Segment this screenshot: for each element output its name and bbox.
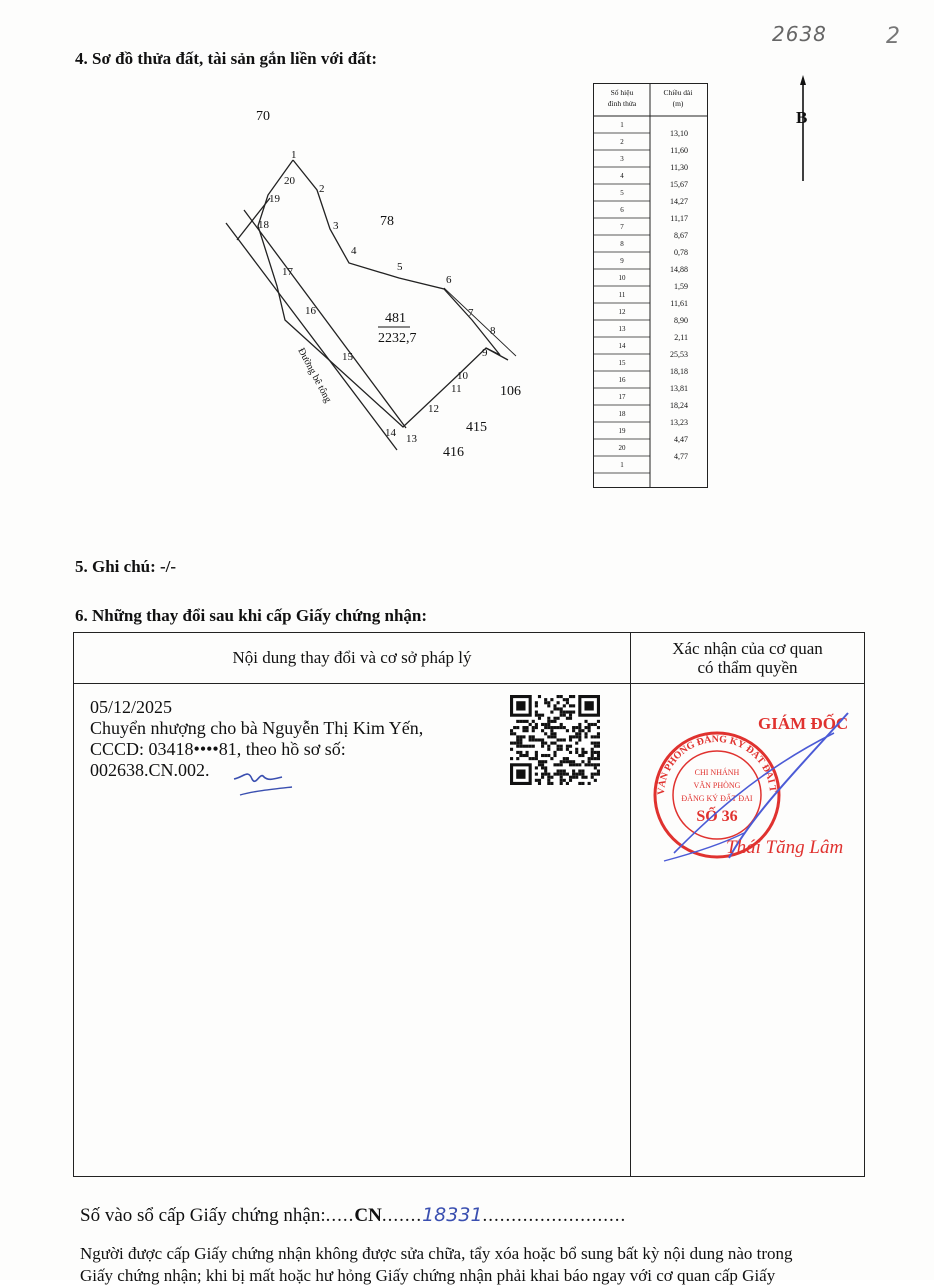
table-header-point: Số hiệu [610, 88, 634, 97]
table-point-20: 20 [618, 444, 626, 452]
north-label: B [796, 108, 808, 127]
register-prefix: CN [354, 1205, 382, 1226]
table-length-2: 11,60 [670, 146, 688, 155]
table-length-10: 1,59 [674, 282, 688, 291]
qr-code-icon [510, 695, 600, 785]
entry-line-1: Chuyển nhượng cho bà Nguyễn Thị Kim Yến, [90, 718, 424, 738]
table-header-length-2: (m) [672, 99, 684, 108]
table-header-length: Chiều dài [663, 88, 693, 97]
table-length-18: 13,23 [670, 418, 688, 427]
vertex-2: 2 [319, 183, 325, 195]
table-length-15: 18,18 [670, 367, 688, 376]
table-header-point-2: đỉnh thửa [607, 99, 637, 108]
official-stamp [634, 703, 864, 883]
table-length-19: 4,47 [674, 435, 688, 444]
table-point-13: 13 [618, 325, 626, 333]
table-length-16: 13,81 [670, 384, 688, 393]
notice-line-1: Người được cấp Giấy chứng nhận không được sửa chữa, tẩy xóa hoặc bổ sung bất kỳ nội dung nào trong [80, 1244, 793, 1263]
edge-length-grid [594, 84, 707, 487]
entry-date: 05/12/2025 [90, 697, 173, 717]
table-point-19: 19 [618, 427, 626, 435]
stamp-inner-3: ĐĂNG KÝ ĐẤT ĐAI [681, 794, 753, 803]
register-number-line: Số vào sổ cấp Giấy chứng nhận:.....CN.......18331......................... [80, 1204, 627, 1226]
stamp-inner-2: VĂN PHÒNG [693, 781, 741, 790]
stamp-ring-text: VĂN PHÒNG ĐĂNG KÝ ĐẤT ĐAI T [655, 733, 779, 796]
initials-signature [230, 765, 300, 801]
table-point-6: 6 [620, 206, 624, 214]
stamp-inner-1: CHI NHÁNH [694, 768, 740, 777]
parcel-area: 2232,7 [378, 331, 417, 346]
vertex-10: 10 [457, 370, 468, 382]
road-label: Đường bê tông [295, 346, 334, 405]
vertex-15: 15 [342, 351, 353, 363]
col-header-content: Nội dung thay đổi và cơ sở pháp lý [74, 633, 631, 684]
table-point-3: 3 [620, 155, 624, 163]
vertex-17: 17 [282, 266, 293, 278]
vertex-11: 11 [451, 383, 462, 395]
table-point-2: 2 [620, 138, 624, 146]
column-divider [630, 683, 631, 1176]
handwritten-file-number: 2638 [772, 22, 827, 46]
parcel-number: 481 [385, 311, 406, 326]
table-point-11: 11 [618, 291, 626, 299]
section-4-heading: 4. Sơ đồ thửa đất, tài sản gắn liền với đất: [75, 49, 378, 68]
vertex-9: 9 [482, 347, 488, 359]
table-point-7: 7 [620, 223, 624, 231]
handwritten-page-mark: 2 [886, 24, 900, 49]
vertex-8: 8 [490, 325, 496, 337]
vertex-16: 16 [305, 305, 316, 317]
notice-line-2: Giấy chứng nhận; khi bị mất hoặc hư hỏng Giấy chứng nhận phải khai báo ngay với cơ quan cấp Giấy [80, 1266, 776, 1285]
table-length-17: 18,24 [670, 401, 688, 410]
table-length-6: 11,17 [670, 214, 688, 223]
notice-text [80, 1243, 870, 1287]
vertex-4: 4 [351, 245, 357, 257]
table-point-10: 10 [618, 274, 626, 282]
register-number: 18331 [422, 1204, 483, 1226]
stamp-title: GIÁM ĐỐC [758, 714, 849, 733]
vertex-7: 7 [468, 307, 474, 319]
edge-length-table [593, 83, 708, 488]
vertex-14: 14 [385, 427, 396, 439]
parcel-sketch [0, 0, 934, 560]
entry-line-3: 002638.CN.002. [90, 760, 210, 780]
section-5-heading: 5. Ghi chú: -/- [75, 557, 177, 576]
table-length-5: 14,27 [670, 197, 688, 206]
table-length-9: 14,88 [670, 265, 688, 274]
vertex-20: 20 [284, 175, 295, 187]
table-point-12: 12 [618, 308, 626, 316]
table-point-14: 14 [618, 342, 626, 350]
table-point-21: 1 [620, 461, 624, 469]
table-length-1: 13,10 [670, 129, 688, 138]
table-point-9: 9 [620, 257, 624, 265]
neighbor-416: 416 [443, 445, 464, 460]
table-point-16: 16 [618, 376, 626, 384]
vertex-6: 6 [446, 274, 452, 286]
vertex-12: 12 [428, 403, 439, 415]
changes-table [73, 632, 865, 1177]
col-header-confirm-line2: có thẩm quyền [697, 658, 798, 677]
entry-line-2: CCCD: 03418••••81, theo hồ sơ số: [90, 739, 346, 759]
section-6-heading: 6. Những thay đổi sau khi cấp Giấy chứng nhận: [75, 606, 428, 625]
vertex-5: 5 [397, 261, 403, 273]
table-length-20: 4,77 [674, 452, 688, 461]
neighbor-70: 70 [256, 109, 270, 124]
neighbor-415: 415 [466, 420, 487, 435]
register-label: Số vào sổ cấp Giấy chứng nhận: [80, 1205, 326, 1226]
table-length-14: 25,53 [670, 350, 688, 359]
table-point-4: 4 [620, 172, 624, 180]
table-length-11: 11,61 [670, 299, 688, 308]
vertex-18: 18 [258, 219, 269, 231]
neighbor-106: 106 [500, 384, 521, 399]
signer-name: Thái Tăng Lâm [726, 837, 844, 858]
col-header-confirm [631, 633, 864, 684]
table-length-8: 0,78 [674, 248, 688, 257]
col-header-confirm-line1: Xác nhận của cơ quan [672, 639, 823, 658]
table-point-1: 1 [620, 121, 624, 129]
table-length-13: 2,11 [674, 333, 688, 342]
table-point-17: 17 [618, 393, 626, 401]
north-arrow [796, 75, 816, 185]
vertex-3: 3 [333, 220, 339, 232]
table-length-12: 8,90 [674, 316, 688, 325]
neighbor-78: 78 [380, 214, 394, 229]
vertex-19: 19 [269, 193, 280, 205]
vertex-1: 1 [291, 149, 297, 161]
vertex-13: 13 [406, 433, 417, 445]
stamp-number: SỐ 36 [696, 808, 738, 825]
table-point-15: 15 [618, 359, 626, 367]
table-length-4: 15,67 [670, 180, 688, 189]
table-point-5: 5 [620, 189, 624, 197]
table-point-8: 8 [620, 240, 624, 248]
table-length-3: 11,30 [670, 163, 688, 172]
table-point-18: 18 [618, 410, 626, 418]
table-length-7: 8,67 [674, 231, 688, 240]
